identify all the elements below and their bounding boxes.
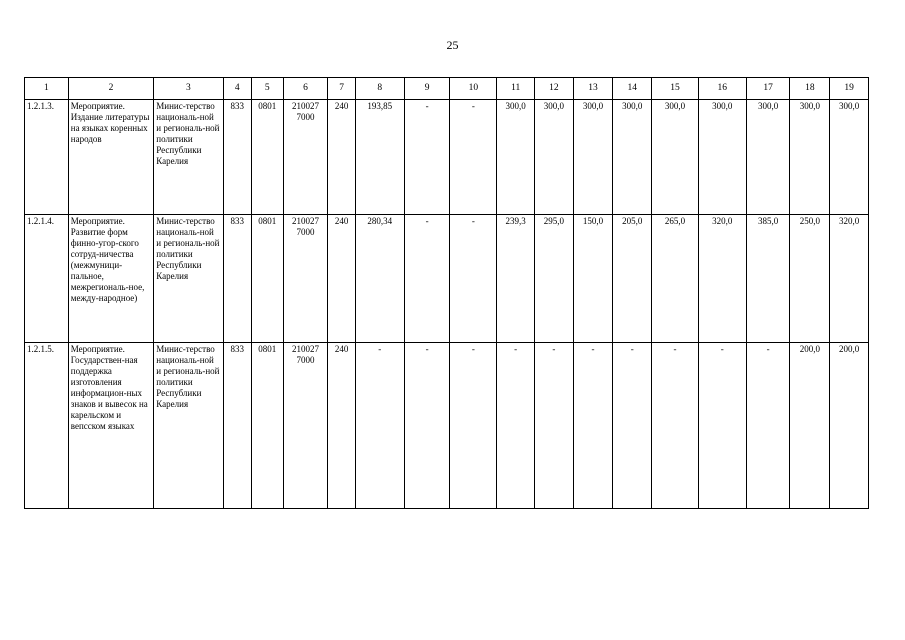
value-cell: - — [652, 343, 699, 509]
budget-table — [24, 77, 869, 509]
col-header: 5 — [252, 78, 284, 100]
table-row — [25, 100, 869, 215]
value-cell: 320,0 — [830, 215, 869, 343]
value-cell: - — [613, 343, 652, 509]
grbs-code: 833 — [223, 215, 252, 343]
rzpr-code: 0801 — [252, 215, 284, 343]
value-cell: 300,0 — [698, 100, 746, 215]
row-code: 1.2.1.4. — [25, 215, 69, 343]
grbs-code: 833 — [223, 100, 252, 215]
col-header: 8 — [355, 78, 404, 100]
value-cell: 300,0 — [613, 100, 652, 215]
vr-code: 240 — [328, 215, 355, 343]
rzpr-code: 0801 — [252, 343, 284, 509]
value-cell: 320,0 — [698, 215, 746, 343]
value-cell: 200,0 — [790, 343, 830, 509]
value-cell: - — [450, 215, 497, 343]
col-header: 7 — [328, 78, 355, 100]
col-header: 2 — [68, 78, 154, 100]
value-cell: 193,85 — [355, 100, 404, 215]
csr-code: 210027 7000 — [283, 215, 328, 343]
executor: Минис-терство националь-ной и региональ-ной политики Республики Карелия — [154, 343, 223, 509]
value-cell: - — [355, 343, 404, 509]
value-cell: 295,0 — [534, 215, 573, 343]
event-name: Мероприятие. Развитие форм финно-угор-ского сотруд-ничества (межмуници-пальное, межрегиональ-ное, между-народное) — [68, 215, 154, 343]
value-cell: 200,0 — [830, 343, 869, 509]
col-header: 4 — [223, 78, 252, 100]
value-cell: - — [573, 343, 613, 509]
col-header: 11 — [497, 78, 535, 100]
value-cell: 239,3 — [497, 215, 535, 343]
col-header: 6 — [283, 78, 328, 100]
executor: Минис-терство националь-ной и региональ-ной политики Республики Карелия — [154, 215, 223, 343]
col-header: 3 — [154, 78, 223, 100]
col-header: 16 — [698, 78, 746, 100]
value-cell: 250,0 — [790, 215, 830, 343]
row-code: 1.2.1.5. — [25, 343, 69, 509]
rzpr-code: 0801 — [252, 100, 284, 215]
grbs-code: 833 — [223, 343, 252, 509]
value-cell: 300,0 — [746, 100, 790, 215]
table-row — [25, 215, 869, 343]
row-code: 1.2.1.3. — [25, 100, 69, 215]
value-cell: - — [404, 215, 450, 343]
vr-code: 240 — [328, 343, 355, 509]
value-cell: - — [450, 343, 497, 509]
header-row — [25, 78, 869, 100]
col-header: 13 — [573, 78, 613, 100]
value-cell: - — [698, 343, 746, 509]
page-number: 25 — [446, 38, 459, 52]
csr-code: 210027 7000 — [283, 100, 328, 215]
csr-code: 210027 7000 — [283, 343, 328, 509]
value-cell: 205,0 — [613, 215, 652, 343]
value-cell: 280,34 — [355, 215, 404, 343]
value-cell: 300,0 — [573, 100, 613, 215]
event-name: Мероприятие. Издание литературы на языках коренных народов — [68, 100, 154, 215]
executor: Минис-терство националь-ной и региональ-ной политики Республики Карелия — [154, 100, 223, 215]
value-cell: 150,0 — [573, 215, 613, 343]
value-cell: 265,0 — [652, 215, 699, 343]
col-header: 9 — [404, 78, 450, 100]
value-cell: - — [497, 343, 535, 509]
col-header: 10 — [450, 78, 497, 100]
value-cell: 300,0 — [790, 100, 830, 215]
vr-code: 240 — [328, 100, 355, 215]
col-header: 12 — [534, 78, 573, 100]
value-cell: 300,0 — [534, 100, 573, 215]
value-cell: 385,0 — [746, 215, 790, 343]
col-header: 15 — [652, 78, 699, 100]
value-cell: 300,0 — [652, 100, 699, 215]
value-cell: 300,0 — [497, 100, 535, 215]
col-header: 18 — [790, 78, 830, 100]
value-cell: 300,0 — [830, 100, 869, 215]
col-header: 19 — [830, 78, 869, 100]
value-cell: - — [404, 100, 450, 215]
table-row — [25, 343, 869, 509]
value-cell: - — [404, 343, 450, 509]
value-cell: - — [534, 343, 573, 509]
col-header: 14 — [613, 78, 652, 100]
value-cell: - — [450, 100, 497, 215]
col-header: 17 — [746, 78, 790, 100]
col-header: 1 — [25, 78, 69, 100]
value-cell: - — [746, 343, 790, 509]
event-name: Мероприятие. Государствен-ная поддержка изготовления информацион-ных знаков и вывесок на карельском и вепсском языках — [68, 343, 154, 509]
